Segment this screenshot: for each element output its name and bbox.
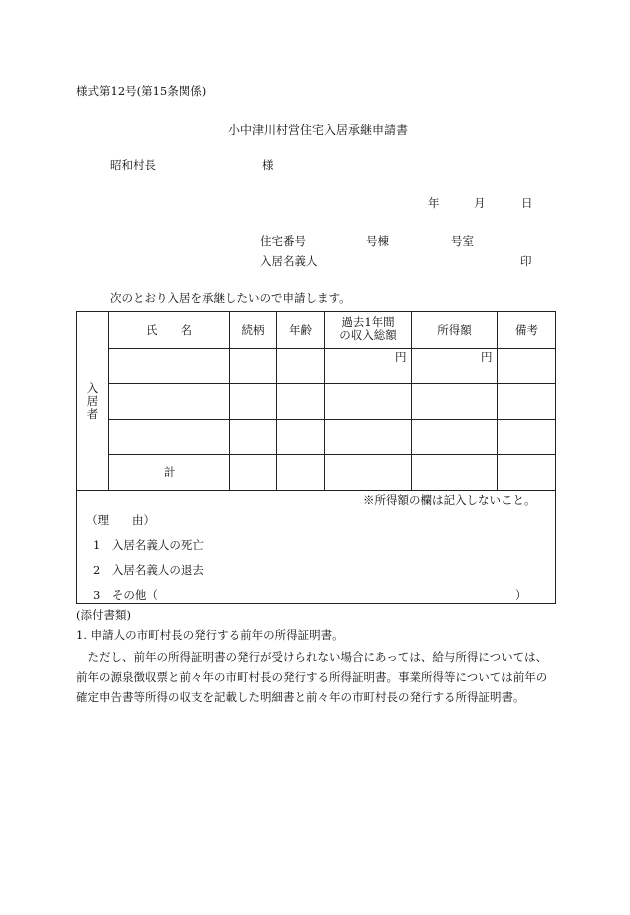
addressee-honorific: 様: [262, 158, 274, 172]
seal-mark: 印: [520, 254, 532, 268]
reason-close-paren: ）: [515, 588, 527, 602]
table-divider: [108, 383, 556, 384]
form-number: 様式第12号(第15条関係): [76, 84, 207, 98]
tenant-table: [76, 311, 556, 604]
building-label: 号棟: [366, 234, 389, 248]
header-name: 氏 名: [146, 323, 192, 337]
table-divider: [411, 312, 412, 490]
addressee-name: 昭和村長: [110, 158, 156, 172]
table-divider: [229, 312, 230, 490]
income-note: ※所得額の欄は記入しないこと。: [363, 493, 536, 507]
reason-item: 2 入居名義人の退去: [93, 563, 204, 577]
reason-label: （理 由）: [86, 513, 155, 527]
room-label: 号室: [451, 234, 474, 248]
attachment-item: 1. 申請人の市町村長の発行する前年の所得証明書。: [76, 628, 344, 642]
attachments-heading: (添付書類): [76, 608, 131, 622]
table-divider: [108, 312, 109, 490]
table-divider: [77, 490, 555, 491]
reason-item: 3 その他（: [93, 588, 158, 602]
tax-income-yen-unit: 円: [481, 350, 493, 364]
table-divider: [108, 454, 556, 455]
table-divider: [108, 419, 556, 420]
attachment-detail: ただし、前年の所得証明書の発行が受けられない場合にあっては、給与所得については、前年の源泉徴収票と前々年の市町村長の発行する所得証明書。事業所得等については前年の確定申告書等所得の収支を記載した明細書と前々年の市町村長の発行する所得証明書。: [76, 650, 548, 704]
header-age: 年齢: [289, 323, 312, 337]
date-day-label: 日: [521, 196, 533, 210]
total-label: 計: [164, 465, 176, 479]
income-yen-unit: 円: [395, 350, 407, 364]
housing-number-label: 住宅番号: [260, 234, 306, 248]
header-income: 過去1年間 の収入総額: [339, 315, 397, 343]
reason-item: 1 入居名義人の死亡: [93, 538, 204, 552]
table-divider: [108, 348, 556, 349]
date-month-label: 月: [474, 196, 486, 210]
intro-text: 次のとおり入居を承継したいので申請します。: [110, 291, 351, 305]
tenant-name-label: 入居名義人: [260, 254, 318, 268]
header-tax-income: 所得額: [437, 323, 472, 337]
date-year-label: 年: [428, 196, 440, 210]
header-remarks: 備考: [515, 323, 538, 337]
tenant-side-label: 入 居 者: [86, 381, 99, 422]
table-divider: [497, 312, 498, 490]
table-divider: [276, 312, 277, 490]
header-relation: 続柄: [241, 323, 265, 337]
page-title: 小中津川村営住宅入居承継申請書: [228, 123, 409, 137]
